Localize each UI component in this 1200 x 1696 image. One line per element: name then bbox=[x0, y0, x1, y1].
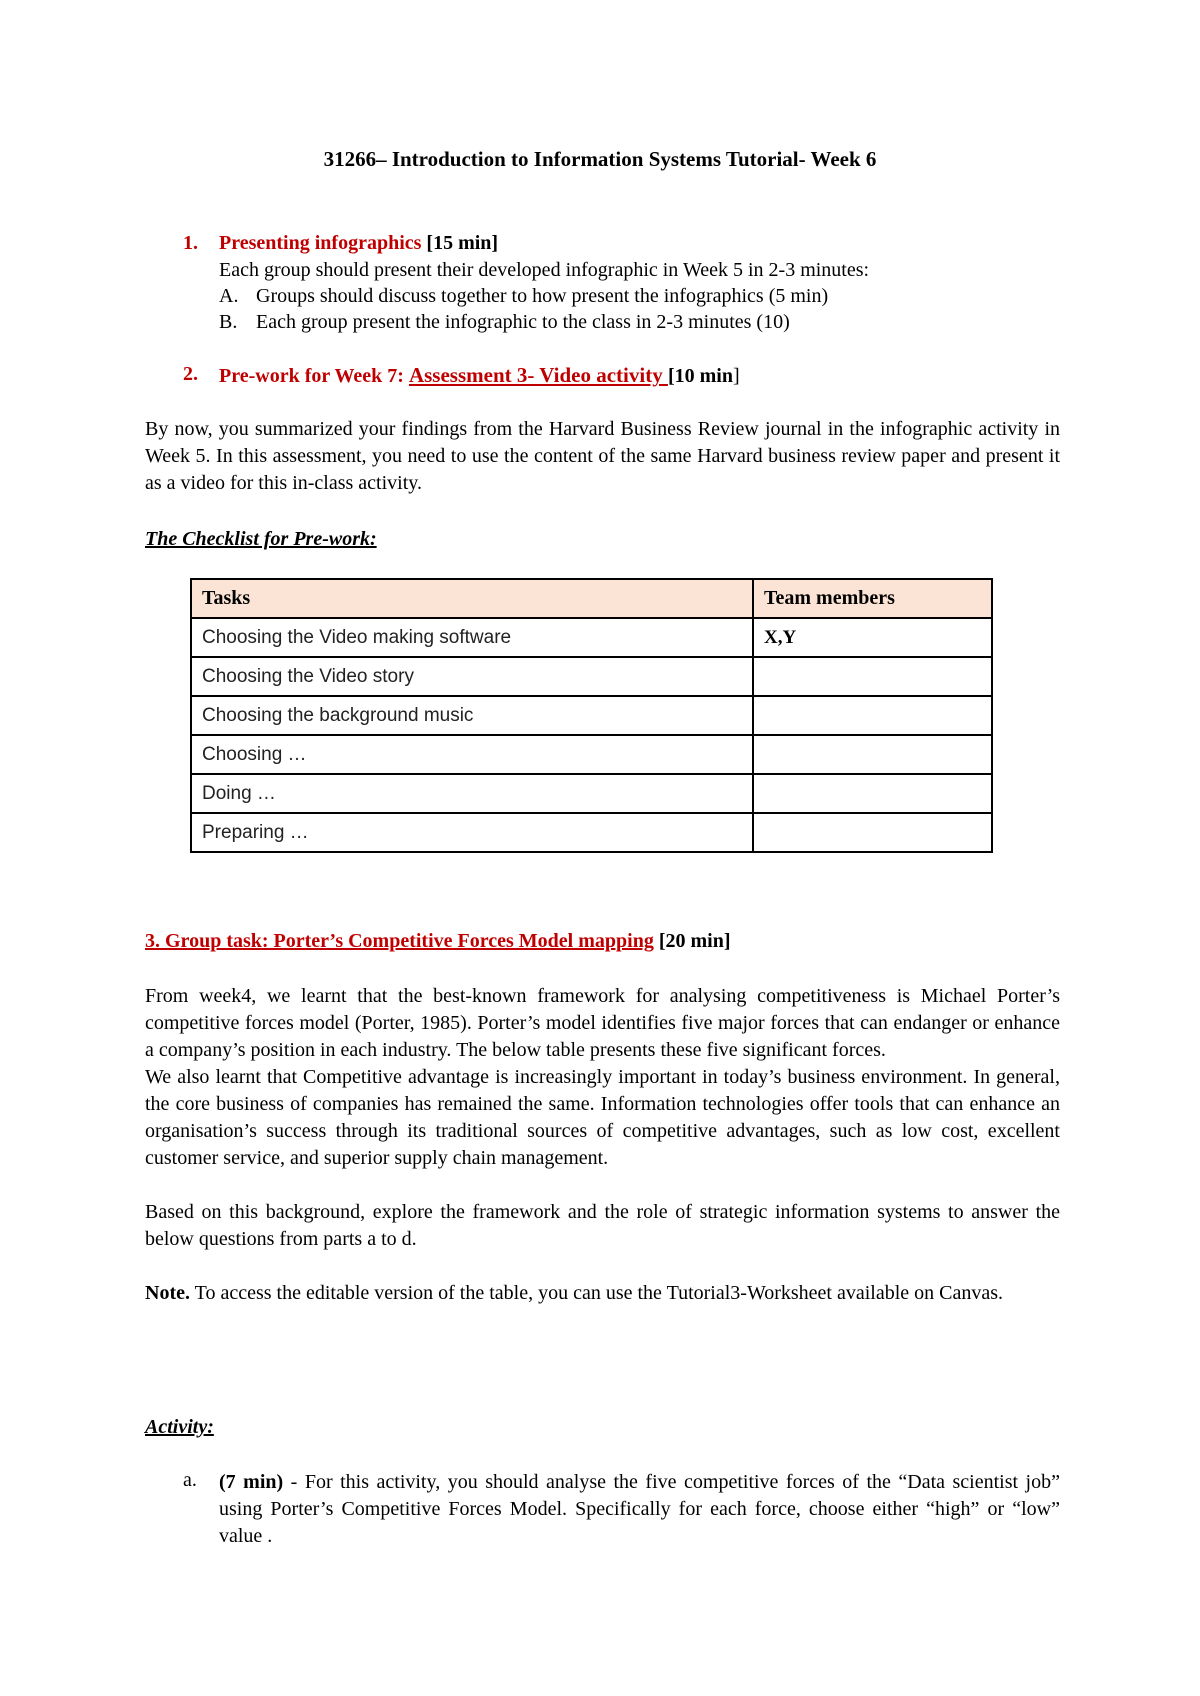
table-row bbox=[191, 696, 992, 735]
section2-heading: Pre-work for Week 7: bbox=[219, 365, 404, 387]
task-cell: Preparing … bbox=[191, 813, 753, 852]
section2-time-close: ] bbox=[732, 365, 740, 387]
section1-number: 1. bbox=[183, 232, 198, 254]
checklist-header-tasks: Tasks bbox=[191, 579, 753, 618]
activity-a-text: - For this activity, you should analyse the five competitive forces of the “Data scientist job” using Porter’s Competitive Forces Model. Specifically for each force, choose either “high” or “low” value . bbox=[219, 1471, 1060, 1547]
section2-time: 10 min bbox=[674, 365, 733, 387]
section3-time: [20 min] bbox=[658, 930, 731, 952]
member-cell bbox=[753, 774, 992, 813]
section1-item-a-marker: A. bbox=[219, 285, 239, 307]
section2-paragraph bbox=[145, 416, 1060, 497]
section3-note bbox=[145, 1280, 1060, 1307]
member-cell: X,Y bbox=[753, 618, 992, 657]
section1-item-a-text: Groups should discuss together to how present the infographics (5 min) bbox=[256, 285, 829, 307]
section3-para3: Based on this background, explore the framework and the role of strategic information systems to answer the below questions from parts a to d. bbox=[145, 1201, 1060, 1250]
note-text: To access the editable version of the table, you can use the Tutorial3-Worksheet available on Canvas. bbox=[189, 1282, 1004, 1304]
member-cell bbox=[753, 735, 992, 774]
checklist-heading: The Checklist for Pre-work: bbox=[145, 528, 377, 550]
task-cell: Choosing the Video story bbox=[191, 657, 753, 696]
section3-heading-line bbox=[145, 930, 731, 953]
activity-a bbox=[219, 1469, 1060, 1550]
section1-heading-line bbox=[219, 232, 498, 255]
member-cell bbox=[753, 696, 992, 735]
activity-a-marker: a. bbox=[183, 1469, 197, 1491]
page-title: 31266– Introduction to Information Systems Tutorial- Week 6 bbox=[323, 147, 877, 171]
checklist-table bbox=[190, 578, 993, 853]
section3-para1: From week4, we learnt that the best-known framework for analysing competitiveness is Michael Porter’s competitive forces model (Porter, 1985). Porter’s model identifies five major forces that can endanger or enhance a company’s position in each industry. The below table presents these five significant forces. bbox=[145, 985, 1060, 1061]
member-cell bbox=[753, 813, 992, 852]
task-cell: Doing … bbox=[191, 774, 753, 813]
task-cell: Choosing the background music bbox=[191, 696, 753, 735]
table-row bbox=[191, 618, 992, 657]
table-row bbox=[191, 774, 992, 813]
note-label: Note. bbox=[145, 1282, 190, 1304]
section2-heading-line bbox=[219, 363, 740, 388]
table-row bbox=[191, 735, 992, 774]
section1-intro: Each group should present their developed infographic in Week 5 in 2-3 minutes: bbox=[219, 259, 870, 281]
section2-assessment-link[interactable]: Assessment 3- Video activity bbox=[408, 363, 668, 387]
activity-a-time: (7 min) bbox=[219, 1471, 284, 1493]
section3-body bbox=[145, 983, 1060, 1307]
section1-item-b-text: Each group present the infographic to the class in 2-3 minutes (10) bbox=[256, 311, 790, 333]
table-row bbox=[191, 813, 992, 852]
section3-para2: We also learnt that Competitive advantage is increasingly important in today’s business environment. In general, the core business of companies has remained the same. Information technologies offer tools that can enhance an organisation’s success through its traditional sources of competitive advantages, such as low cost, excellent customer service, and superior supply chain management. bbox=[145, 1066, 1060, 1169]
checklist-header-members: Team members bbox=[753, 579, 992, 618]
section2-time-open: [ bbox=[667, 365, 675, 387]
section1-heading: Presenting infographics bbox=[219, 232, 422, 254]
section2-paragraph-text: By now, you summarized your findings from the Harvard Business Review journal in the infographic activity in Week 5. In this assessment, you need to use the content of the same Harvard business review paper and present it as a video for this in-class activity. bbox=[145, 418, 1060, 494]
task-cell: Choosing … bbox=[191, 735, 753, 774]
task-cell: Choosing the Video making software bbox=[191, 618, 753, 657]
member-cell bbox=[753, 657, 992, 696]
activity-heading: Activity: bbox=[145, 1416, 214, 1438]
section1-item-b-marker: B. bbox=[219, 311, 238, 333]
checklist-header-row bbox=[191, 579, 992, 618]
section3-heading: 3. Group task: Porter’s Competitive Forces Model mapping bbox=[145, 930, 654, 952]
table-row bbox=[191, 657, 992, 696]
section2-number: 2. bbox=[183, 363, 198, 385]
section1-time: [15 min] bbox=[426, 232, 499, 254]
